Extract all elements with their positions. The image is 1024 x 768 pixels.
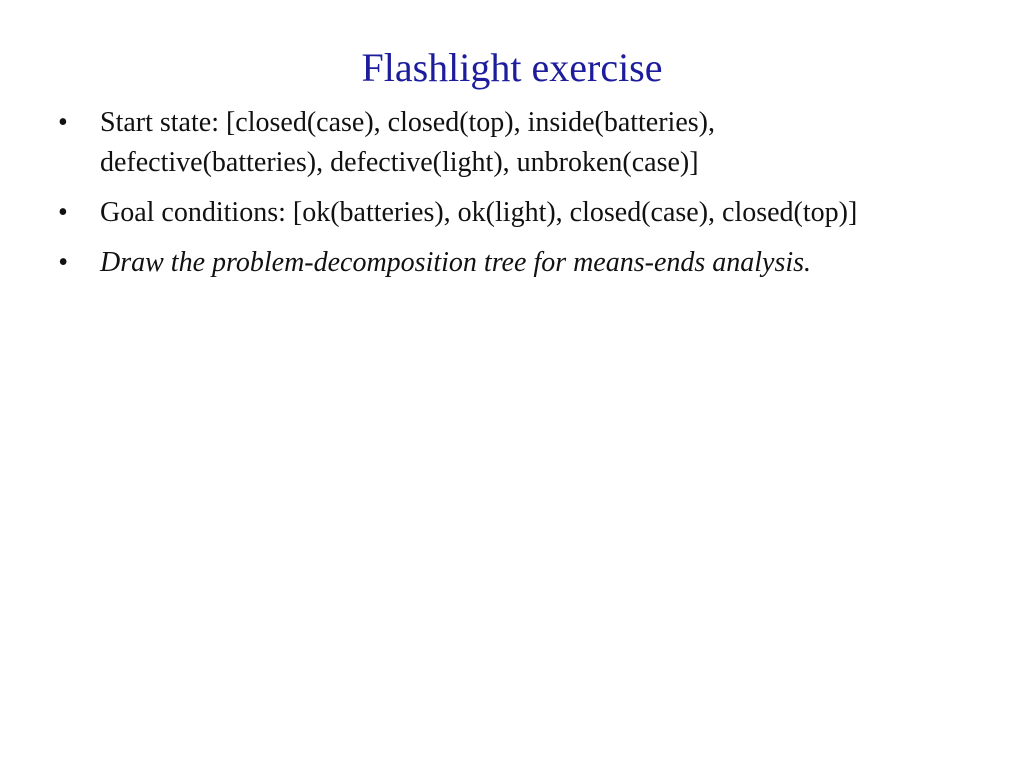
slide-title: Flashlight exercise — [361, 45, 663, 90]
bullet-dot-icon: • — [58, 107, 68, 138]
bullet-dot-icon: • — [58, 247, 68, 278]
bullet-start-state — [58, 103, 918, 183]
bullet-text: Goal conditions: [ok(batteries), ok(light), closed(case), closed(top)] — [100, 197, 858, 228]
bullet-text: Start state: [closed(case), closed(top), inside(batteries), defective(batteries), defective(light), unbroken(case)] — [100, 107, 715, 178]
bullet-instruction — [58, 243, 918, 283]
bullet-list — [58, 103, 918, 293]
bullet-goal-conditions — [58, 193, 918, 233]
bullet-text: Draw the problem-decomposition tree for means-ends analysis. — [100, 247, 812, 278]
bullet-dot-icon: • — [58, 197, 68, 228]
